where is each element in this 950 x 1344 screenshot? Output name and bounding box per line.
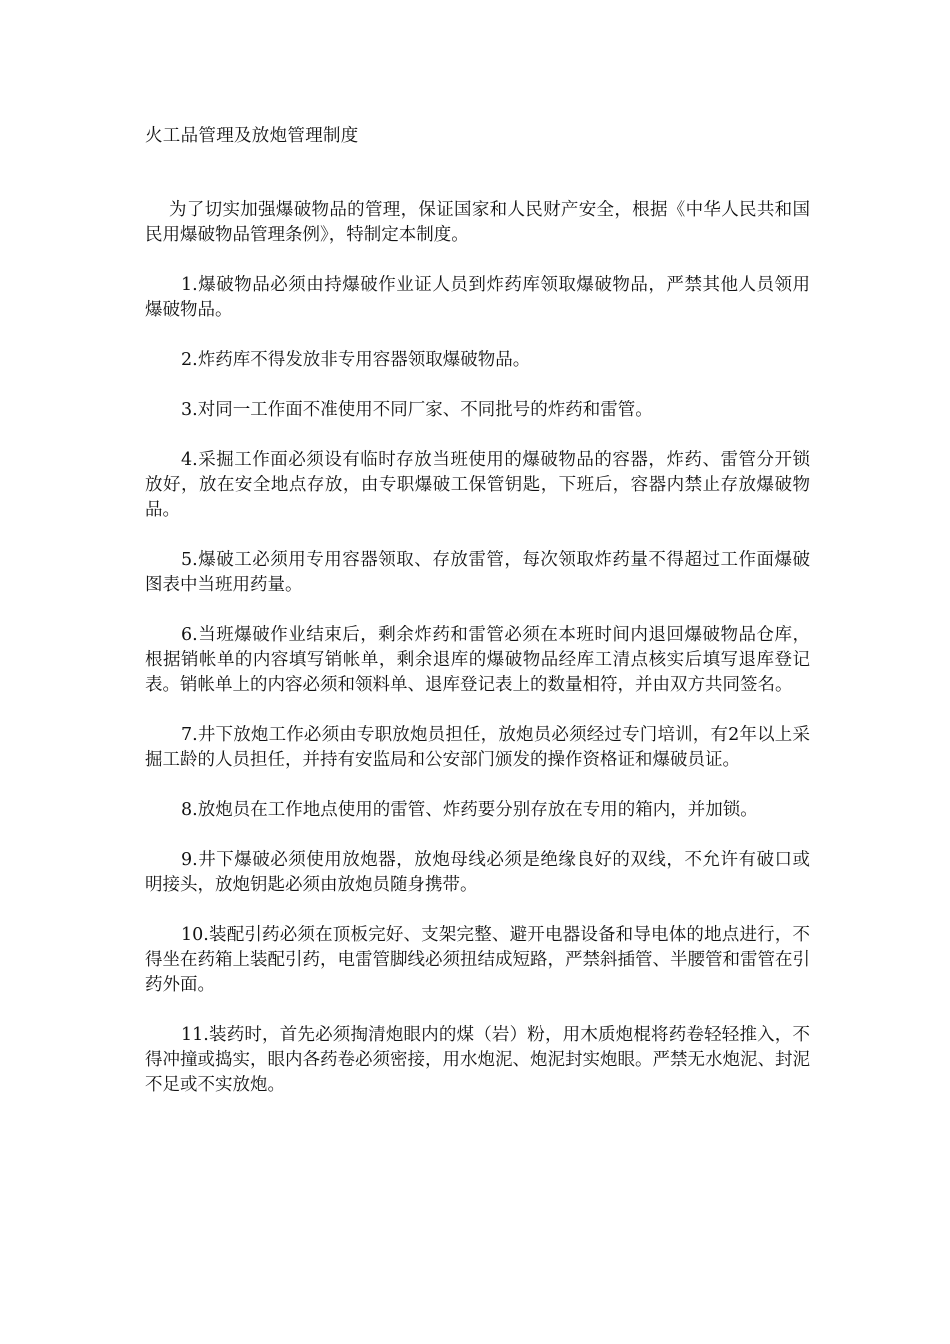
- rule-item-4: 4.采掘工作面必须设有临时存放当班使用的爆破物品的容器，炸药、雷管分开锁放好，放在安全地点存放，由专职爆破工保管钥匙，下班后，容器内禁止存放爆破物品。: [145, 450, 810, 520]
- rule-item-2: 2.炸药库不得发放非专用容器领取爆破物品。: [181, 350, 531, 370]
- rule-item-6: 6.当班爆破作业结束后，剩余炸药和雷管必须在本班时间内退回爆破物品仓库，根据销帐单的内容填写销帐单，剩余退库的爆破物品经库工清点核实后填写退库登记表。销帐单上的内容必须和领料单、退库登记表上的数量相符，并由双方共同签名。: [145, 625, 810, 695]
- rule-item-10: 10.装配引药必须在顶板完好、支架完整、避开电器设备和导电体的地点进行，不得坐在药箱上装配引药，电雷管脚线必须扭结成短路，严禁斜插管、半腰管和雷管在引药外面。: [145, 925, 810, 995]
- rule-item-5: 5.爆破工必须用专用容器领取、存放雷管，每次领取炸药量不得超过工作面爆破图表中当班用药量。: [145, 550, 810, 595]
- document-title: 火工品管理及放炮管理制度: [145, 126, 359, 146]
- rule-item-1: 1.爆破物品必须由持爆破作业证人员到炸药库领取爆破物品，严禁其他人员领用爆破物品。: [145, 275, 810, 320]
- intro-paragraph: 为了切实加强爆破物品的管理，保证国家和人民财产安全，根据《中华人民共和国民用爆破物品管理条例》，特制定本制度。: [145, 200, 810, 245]
- rule-item-8: 8.放炮员在工作地点使用的雷管、炸药要分别存放在专用的箱内，并加锁。: [181, 800, 758, 820]
- rule-item-11: 11.装药时，首先必须掏清炮眼内的煤（岩）粉，用木质炮棍将药卷轻轻推入，不得冲撞或捣实，眼内各药卷必须密接，用水炮泥、炮泥封实炮眼。严禁无水炮泥、封泥不足或不实放炮。: [145, 1025, 810, 1095]
- rule-item-3: 3.对同一工作面不准使用不同厂家、不同批号的炸药和雷管。: [181, 400, 653, 420]
- document-body: [145, 124, 810, 1123]
- rule-item-9: 9.井下爆破必须使用放炮器，放炮母线必须是绝缘良好的双线，不允许有破口或明接头，放炮钥匙必须由放炮员随身携带。: [145, 850, 810, 895]
- rule-item-7: 7.井下放炮工作必须由专职放炮员担任，放炮员必须经过专门培训，有2年以上采掘工龄的人员担任，并持有安监局和公安部门颁发的操作资格证和爆破员证。: [145, 725, 810, 770]
